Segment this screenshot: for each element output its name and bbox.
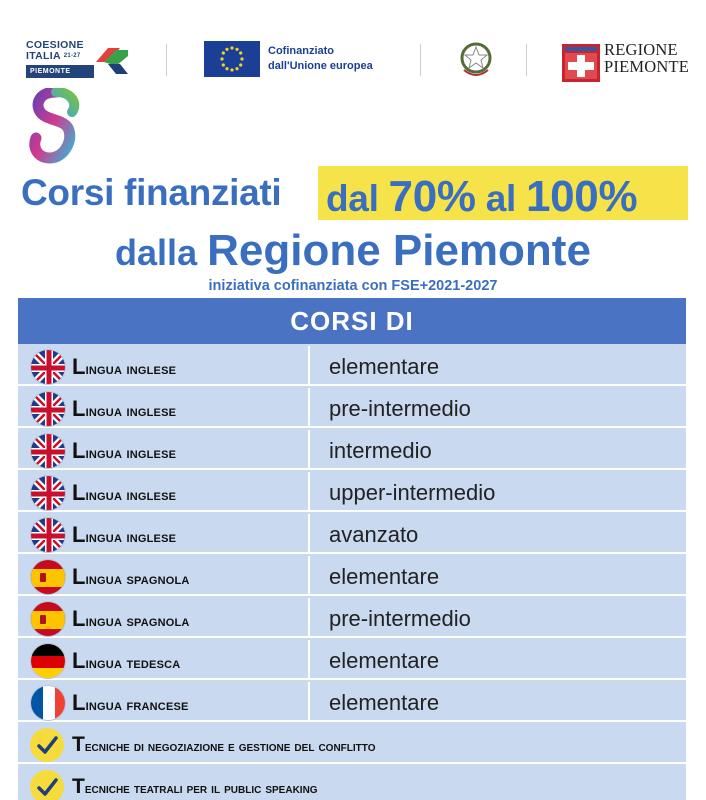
column-divider: [308, 430, 310, 470]
table-row: [18, 472, 686, 512]
table-title: CORSI DI: [18, 298, 686, 344]
column-divider: [308, 514, 310, 554]
italian-republic-emblem-icon: [458, 40, 494, 80]
column-divider: [308, 472, 310, 512]
course-name: Lingua tedesca: [72, 648, 181, 673]
eu-flag-icon: [204, 41, 260, 77]
brand-logo-icon: [28, 88, 84, 164]
headline-dalla: dalla: [115, 232, 208, 273]
regione-piemonte-name: [604, 41, 689, 75]
germany-flag-icon: [30, 643, 66, 679]
uk-flag-icon: [30, 475, 66, 511]
course-level: upper-intermedio: [329, 480, 496, 505]
column-divider: [308, 388, 310, 428]
course-level: elementare: [329, 648, 440, 673]
headline-regione-piemonte: Regione Piemonte: [207, 226, 591, 275]
headline-70-percent: 70%: [388, 172, 476, 221]
regione-line1: REGIONE: [604, 40, 678, 59]
regione-piemonte-shield-icon: [562, 44, 600, 82]
table-row: [18, 346, 686, 386]
course-level: pre-intermedio: [329, 396, 471, 421]
table-row: [18, 640, 686, 680]
headline-highlight-text: [326, 172, 637, 222]
coesione-italia-logo: [26, 40, 136, 84]
table-row: [18, 766, 686, 800]
checkmark-icon: [30, 728, 64, 762]
headline-line2: [0, 226, 706, 276]
coesione-years: 21-27: [63, 53, 81, 59]
column-divider: [308, 346, 310, 386]
courses-table: [18, 298, 686, 800]
headline-plain-text: Corsi finanziati: [21, 172, 282, 213]
partner-logos-bar: [0, 30, 706, 90]
uk-flag-icon: [30, 433, 66, 469]
course-name: Lingua inglese: [72, 354, 177, 379]
table-row: [18, 514, 686, 554]
regione-line2: PIEMONTE: [604, 57, 690, 76]
logo-separator: [526, 44, 527, 76]
course-name: Lingua spagnola: [72, 606, 190, 631]
table-row: [18, 430, 686, 470]
france-flag-icon: [30, 685, 66, 721]
column-divider: [308, 598, 310, 638]
headline-al: al: [475, 178, 526, 219]
spain-flag-icon: [30, 601, 66, 637]
column-divider: [308, 556, 310, 596]
column-divider: [308, 682, 310, 722]
table-row: [18, 598, 686, 638]
headline-subtitle: iniziativa cofinanziata con FSE+2021-2027: [208, 278, 498, 294]
course-level: avanzato: [329, 522, 419, 547]
column-divider: [308, 640, 310, 680]
headline-line1: [0, 166, 706, 222]
course-name: Tecniche teatrali per il public speaking: [72, 775, 318, 798]
course-level: elementare: [329, 354, 440, 379]
course-level: pre-intermedio: [329, 606, 471, 631]
table-row: [18, 556, 686, 596]
course-level: elementare: [329, 564, 440, 589]
course-name: Lingua inglese: [72, 396, 177, 421]
eu-line2: dall'Unione europea: [268, 60, 373, 72]
table-row: [18, 388, 686, 428]
eu-line1: Cofinanziato: [268, 45, 334, 57]
uk-flag-icon: [30, 391, 66, 427]
course-name: Lingua spagnola: [72, 564, 190, 589]
uk-flag-icon: [30, 349, 66, 385]
coesione-arrows-icon: [94, 44, 130, 78]
checkmark-icon: [30, 770, 64, 800]
course-level: elementare: [329, 690, 440, 715]
table-row: [18, 724, 686, 764]
spain-flag-icon: [30, 559, 66, 595]
logo-separator: [420, 44, 421, 76]
headline-100-percent: 100%: [525, 172, 638, 221]
course-name: Tecniche di negoziazione e gestione del conflitto: [72, 733, 376, 756]
course-level: intermedio: [329, 438, 432, 463]
coesione-line2: ITALIA: [26, 50, 61, 62]
uk-flag-icon: [30, 517, 66, 553]
logo-separator: [166, 44, 167, 76]
coesione-tag: PIEMONTE: [26, 65, 94, 78]
coesione-line1: COESIONE: [26, 39, 84, 51]
table-row: [18, 682, 686, 722]
course-name: Lingua francese: [72, 690, 189, 715]
course-name: Lingua inglese: [72, 522, 177, 547]
eu-cofinanziato-text: [268, 44, 373, 74]
course-name: Lingua inglese: [72, 438, 177, 463]
headline-dal: dal: [326, 178, 389, 219]
course-name: Lingua inglese: [72, 480, 177, 505]
